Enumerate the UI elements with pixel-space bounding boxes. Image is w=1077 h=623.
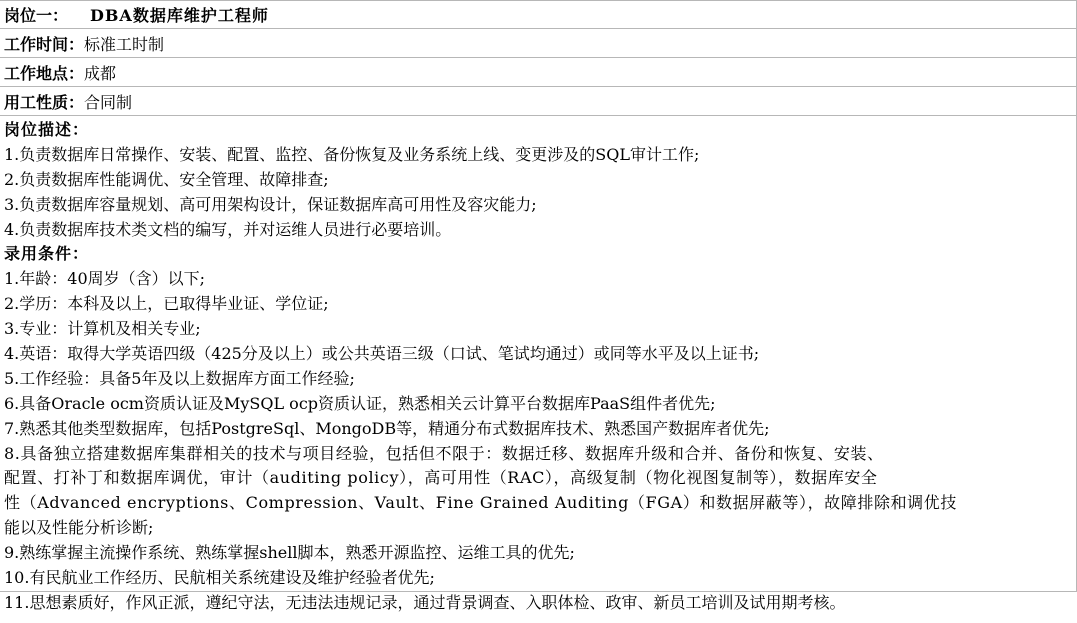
- position-label: 岗位一：: [4, 6, 69, 25]
- description-item: 4.负责数据库技术类文档的编写，并对运维人员进行必要培训。: [4, 219, 452, 239]
- requirement-item: 6.具备Oracle ocm资质认证及MySQL ocp资质认证，熟悉相关云计算平台数据库PaaS组件者优先;: [4, 393, 716, 413]
- requirement-item: 7.熟悉其他类型数据库，包括PostgreSql、MongoDB等，精通分布式数据库技术、熟悉国产数据库者优先;: [4, 418, 770, 438]
- requirement-item-8-line: 配置、打补丁和数据库调优，审计（auditing policy），高可用性（RAC），高级复制（物化视图复制等），数据库安全: [4, 468, 878, 488]
- requirement-item-8-line: 8.具备独立搭建数据库集群相关的技术与项目经验，包括但不限于：数据迁移、数据库升级和合并、备份和恢复、安装、: [4, 443, 884, 463]
- position-title: DBA数据库维护工程师: [90, 6, 269, 25]
- work-time-value: 标准工时制: [84, 34, 165, 54]
- requirement-item: 10.有民航业工作经历、民航相关系统建设及维护经验者优先;: [4, 568, 435, 588]
- description-item: 2.负责数据库性能调优、安全管理、故障排查;: [4, 169, 329, 189]
- employment-type-row: [0, 87, 1077, 116]
- work-place-label: 工作地点：: [4, 63, 85, 83]
- requirements-title: 录用条件：: [4, 244, 90, 264]
- requirement-item: 2.学历：本科及以上，已取得毕业证、学位证;: [4, 294, 329, 314]
- description-title: 岗位描述：: [4, 120, 90, 139]
- work-time-label: 工作时间：: [4, 34, 85, 54]
- requirement-item: 4.英语：取得大学英语四级（425分及以上）或公共英语三级（口试、笔试均通过）或同等水平及以上证书;: [4, 344, 760, 364]
- employment-type-label: 用工性质：: [4, 92, 85, 112]
- requirement-item: 3.专业：计算机及相关专业;: [4, 319, 201, 339]
- requirement-item-8-line: 能以及性能分析诊断;: [4, 518, 154, 538]
- requirement-item: 1.年龄：40周岁（含）以下;: [4, 269, 206, 289]
- requirement-item: 11.思想素质好，作风正派，遵纪守法，无违法违规记录，通过背景调查、入职体检、政审、新员工培训及试用期考核。: [4, 592, 846, 612]
- requirement-item: 9.熟练掌握主流操作系统、熟练掌握shell脚本，熟悉开源监控、运维工具的优先;: [4, 543, 575, 563]
- requirement-item: 5.工作经验：具备5年及以上数据库方面工作经验;: [4, 368, 355, 388]
- employment-type-value: 合同制: [84, 92, 133, 112]
- position-row: [0, 0, 1077, 29]
- requirement-item-8-line: 性（Advanced encryptions、Compression、Vault、Fine Grained Auditing（FGA）和数据屏蔽等），故障排除和调优技: [4, 493, 957, 513]
- work-time-row: [0, 29, 1077, 58]
- work-place-row: [0, 58, 1077, 87]
- details-cell: [0, 116, 1077, 612]
- work-place-value: 成都: [84, 63, 117, 83]
- description-item: 3.负责数据库容量规划、高可用架构设计，保证数据库高可用性及容灾能力;: [4, 194, 537, 214]
- description-item: 1.负责数据库日常操作、安装、配置、监控、备份恢复及业务系统上线、变更涉及的SQL审计工作;: [4, 144, 700, 164]
